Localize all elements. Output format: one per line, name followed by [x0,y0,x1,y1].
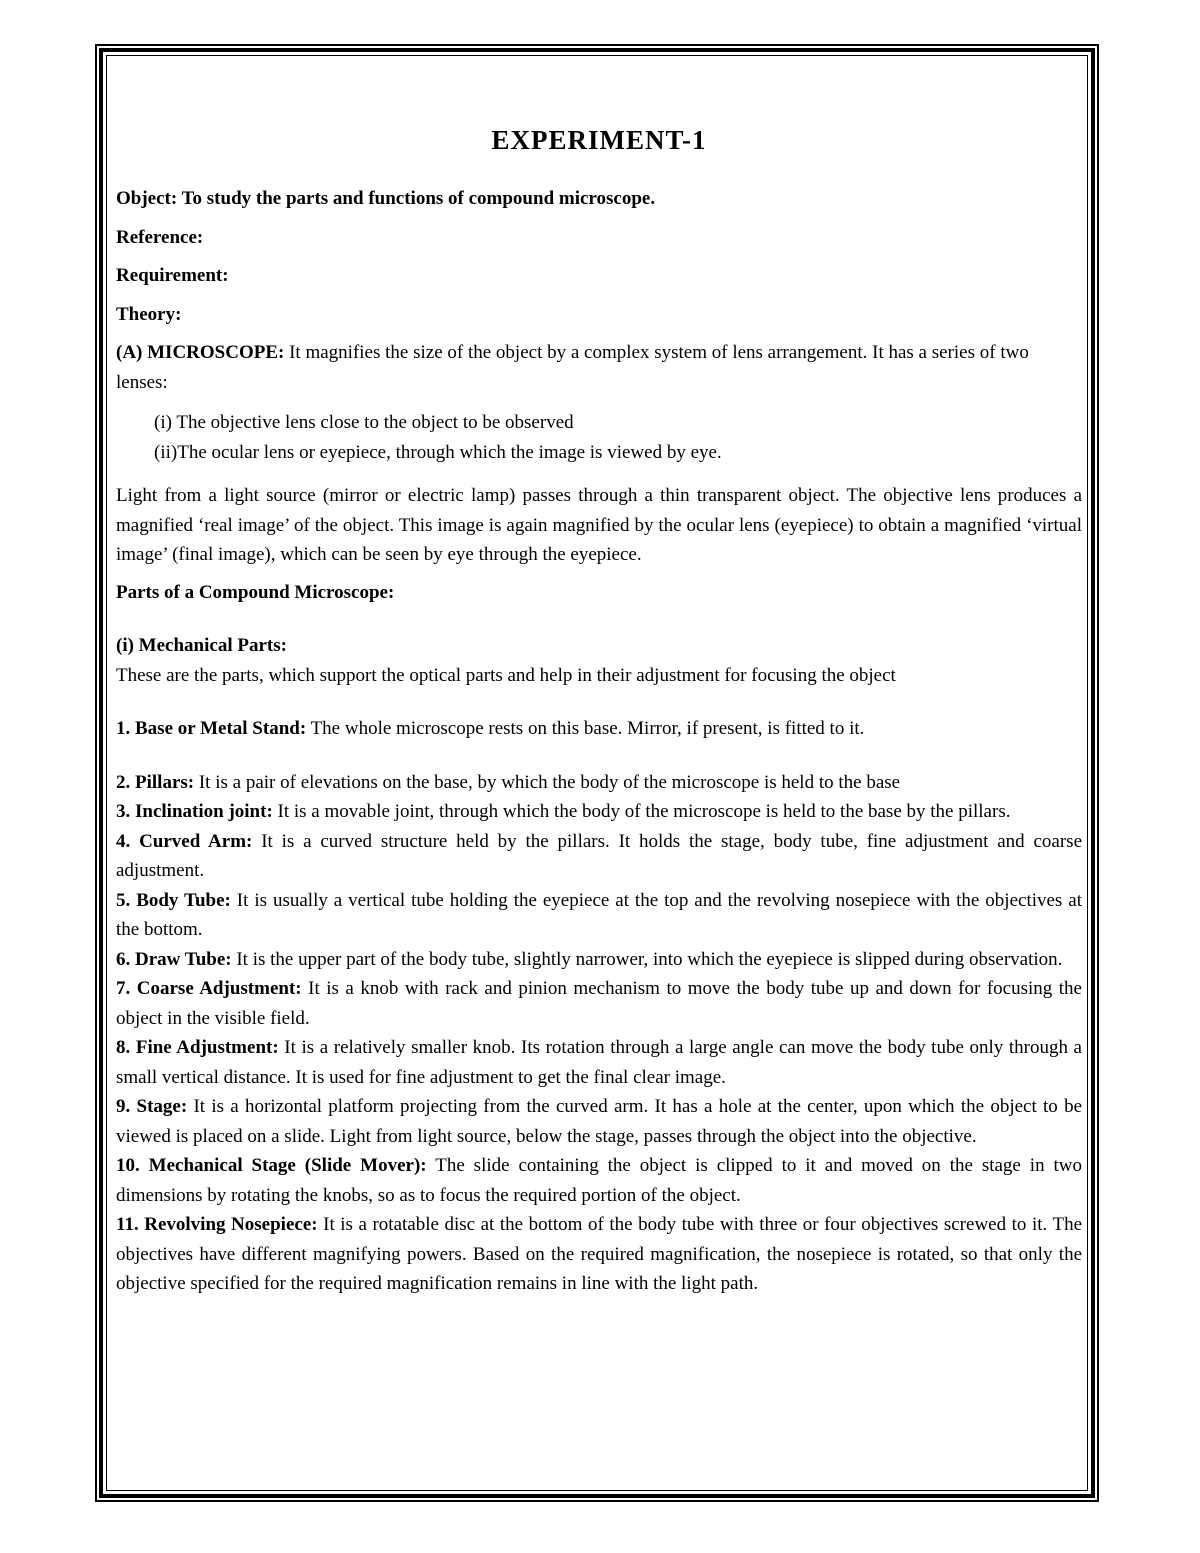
part-text: It is a relatively smaller knob. Its rotation through a large angle can move the body tube only through a small vertical distance. It is used for fine adjustment to get the final clear image. [116,1037,1082,1088]
mechanical-heading [116,631,1082,661]
theory-label: Theory: [116,303,182,325]
part-text: It is a horizontal platform projecting from the curved arm. It has a hole at the center, upon which the object to be viewed is placed on a slide. Light from light source, below the stage, passes through the object into the objective. [116,1096,1083,1147]
requirement-label: Requirement: [116,265,229,286]
part-label: 1. Base or Metal Stand: [116,718,307,739]
part-label: 2. Pillars: [116,771,195,793]
document-body [116,120,1082,1299]
reference-label: Reference: [116,226,204,248]
part-label: 6. Draw Tube: [116,948,232,970]
part-label: 4. Curved Arm: [116,830,253,852]
part-item [116,974,1082,1033]
part-item [116,886,1082,945]
part-text: It is usually a vertical tube holding the eyepiece at the top and the revolving nosepiece with the objectives at the bottom. [116,889,1082,940]
lens-item-ocular: (ii)The ocular lens or eyepiece, through which the image is viewed by eye. [154,442,722,463]
part-item [116,1210,1082,1299]
page-title: EXPERIMENT-1 [491,125,707,155]
microscope-label: (A) MICROSCOPE: [116,342,285,363]
part-item [116,1033,1082,1092]
part-item [116,1092,1082,1151]
part-label: 3. Inclination joint: [116,801,273,822]
part-item [116,768,1082,798]
part-label: 11. Revolving Nosepiece: [116,1214,318,1235]
part-text: The slide containing the object is clipped to it and moved on the stage in two dimensions by rotating the knobs, so as to focus the required portion of the object. [116,1155,1083,1206]
part-item [116,827,1082,886]
part-label: 10. Mechanical Stage (Slide Mover): [116,1155,427,1176]
part-text: It is a knob with rack and pinion mechanism to move the body tube up and down for focusing the object in the visible field. [116,978,1082,1029]
part-label: 5. Body Tube: [116,889,231,911]
part-text: It is the upper part of the body tube, slightly narrower, into which the eyepiece is slipped during observation. [231,948,1063,970]
object-line: Object: To study the parts and functions of compound microscope. [116,188,656,209]
part-item [116,1151,1082,1210]
part-label: 8. Fine Adjustment: [116,1037,279,1058]
lens-item-objective: (i) The objective lens close to the object to be observed [154,412,574,433]
microscope-paragraph [116,338,1082,397]
mechanical-heading-text: (i) Mechanical Parts: [116,635,287,656]
part-text: It is a curved structure held by the pillars. It holds the stage, body tube, fine adjustment and coarse adjustment. [116,830,1083,881]
part-item [116,797,1082,827]
part-text: It is a movable joint, through which the body of the microscope is held to the base by the pillars. [272,801,1011,822]
parts-heading-text: Parts of a Compound Microscope: [116,581,395,603]
part-label: 9. Stage: [116,1096,188,1117]
parts-heading [116,578,1082,608]
mechanical-intro: These are the parts, which support the optical parts and help in their adjustment for focusing the object [116,664,896,686]
microscope-text: It magnifies the size of the object by a complex system of lens arrangement. It has a series of two lenses: [116,342,1029,393]
lens-list [154,408,1082,468]
part-item [116,714,1082,744]
part-text: The whole microscope rests on this base. Mirror, if present, is fitted to it. [306,718,865,739]
part-item [116,945,1082,975]
part-text: It is a pair of elevations on the base, by which the body of the microscope is held to the base [194,771,901,793]
light-paragraph: Light from a light source (mirror or electric lamp) passes through a thin transparent object. The objective lens produces a magnified ‘real image’ of the object. This image is again magnified by the ocular lens (eyepiece) to obtain a magnified ‘virtual image’ (final image), which can be seen by eye through the eyepiece. [116,485,1082,565]
part-text: It is a rotatable disc at the bottom of the body tube with three or four objectives screwed to it. The objectives have different magnifying powers. Based on the required magnification, the nosepiece is rotated, so that only the objective specified for the required magnification remains in line with the light path. [116,1214,1082,1294]
part-label: 7. Coarse Adjustment: [116,978,302,999]
